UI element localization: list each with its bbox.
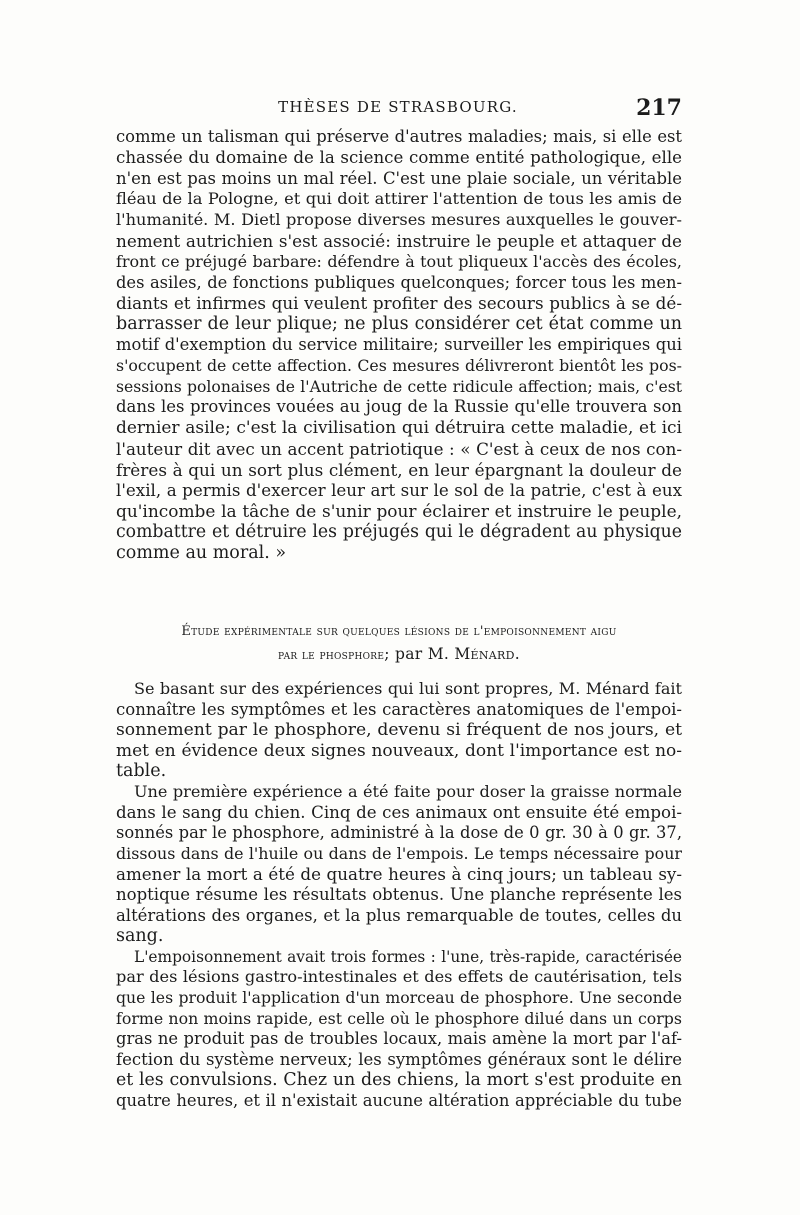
text-line: sonnement par le phosphore, devenu si fréquent de nos jours, et [116, 720, 682, 741]
text-line: nement autrichien s'est associé: instruire le peuple et attaquer de [116, 230, 682, 251]
text-line: dans le sang du chien. Cinq de ces animaux ont ensuite été empoi- [116, 802, 682, 822]
text-line: frères à qui un sort plus clément, en leur épargnant la douleur de [116, 459, 682, 480]
section-author: Ménard [454, 645, 515, 663]
text-line: comme au moral. » [116, 542, 287, 563]
text-line: dernier asile; c'est la civilisation qui détruira cette maladie, et ici [116, 418, 682, 439]
running-title: THÈSES DE STRASBOURG. [278, 98, 518, 116]
text-line: sang. [116, 926, 164, 947]
text-line: noptique résume les résultats obtenus. Une planche représente les [116, 884, 682, 904]
text-line: motif d'exemption du service militaire; surveiller les empiriques qui [116, 334, 682, 354]
text-line: comme un talisman qui préserve d'autres maladies; mais, si elle est [116, 127, 682, 146]
page-number: 217 [636, 95, 682, 121]
text-line: que les produit l'application d'un morceau de phosphore. Une seconde [116, 987, 682, 1007]
text-line: s'occupent de cette affection. Ces mesures délivreront bientôt les pos- [116, 355, 682, 375]
text-line: met en évidence deux signes nouveaux, dont l'importance est no- [116, 740, 682, 761]
section-title-line [116, 643, 682, 666]
text-line: fléau de la Pologne, et qui doit attirer l'attention de tous les amis de [116, 189, 682, 209]
text-line: gras ne produit pas de troubles locaux, mais amène la mort par l'af- [116, 1029, 682, 1049]
section-title-sep: ; par M. [384, 645, 455, 663]
text-line: chassée du domaine de la science comme entité pathologique, elle [116, 147, 682, 167]
text-line: dans les provinces vouées au joug de la Russie qu'elle trouvera son [116, 397, 682, 417]
text-line: l'exil, a permis d'exercer leur art sur le sol de la patrie, c'est à eux [116, 480, 682, 500]
text-line: et les convulsions. Chez un des chiens, la mort s'est produite en [116, 1070, 682, 1091]
text-line: combattre et détruire les préjugés qui le dégradent au physique [116, 522, 682, 543]
text-line: amener la mort a été de quatre heures à cinq jours; un tableau sy- [116, 864, 682, 885]
section-heading [116, 620, 682, 666]
text-line: diants et infirmes qui veulent profiter des secours publics à se dé- [116, 293, 682, 314]
text-line: l'humanité. M. Dietl propose diverses mesures auxquelles le gouver- [116, 210, 682, 230]
text-line: fection du système nerveux; les symptômes généraux sont le délire [116, 1049, 682, 1069]
text-line: qu'incombe la tâche de s'unir pour éclairer et instruire le peuple, [116, 501, 682, 522]
section-body [116, 679, 682, 1111]
text-line: dissous dans de l'huile ou dans de l'empois. Le temps nécessaire pour [116, 843, 682, 863]
text-line: forme non moins rapide, est celle où le phosphore dilué dans un corps [116, 1008, 682, 1028]
text-line: Une première expérience a été faite pour doser la graisse normale [134, 781, 682, 801]
text-line: sonnés par le phosphore, administré à la dose de 0 gr. 30 à 0 gr. 37, [116, 823, 682, 843]
text-line: front ce préjugé barbare: défendre à tout pliqueux l'accès des écoles, [116, 251, 682, 271]
section-title-line: Étude expérimentale sur quelques lésions de l'empoisonnement aigu [181, 624, 617, 639]
page-header [0, 95, 800, 124]
text-line: Se basant sur des expériences qui lui sont propres, M. Ménard fait [134, 679, 682, 698]
text-line: L'empoisonnement avait trois formes : l'une, très-rapide, caractérisée [134, 947, 682, 966]
text-line: connaître les symptômes et les caractères anatomiques de l'empoi- [116, 699, 682, 719]
text-line: l'auteur dit avec un accent patriotique : « C'est à ceux de nos con- [116, 438, 682, 459]
text-line: quatre heures, et il n'existait aucune altération appréciable du tube [116, 1090, 682, 1110]
text-line: par des lésions gastro-intestinales et des effets de cautérisation, tels [116, 967, 682, 987]
section-title-end: . [514, 645, 520, 663]
text-line: n'en est pas moins un mal réel. C'est une plaie sociale, un véritable [116, 168, 682, 188]
text-line: sessions polonaises de l'Autriche de cette ridicule affection; mais, c'est [116, 377, 682, 396]
section-title-prefix: par le phosphore [278, 648, 385, 663]
text-line: altérations des organes, et la plus remarquable de toutes, celles du [116, 905, 682, 925]
text-line: barrasser de leur plique; ne plus considérer cet état comme un [116, 314, 682, 335]
text-line: table. [116, 761, 167, 782]
paragraph-plica [116, 127, 682, 564]
text-line: des asiles, de fonctions publiques quelconques; forcer tous les men- [116, 272, 682, 292]
